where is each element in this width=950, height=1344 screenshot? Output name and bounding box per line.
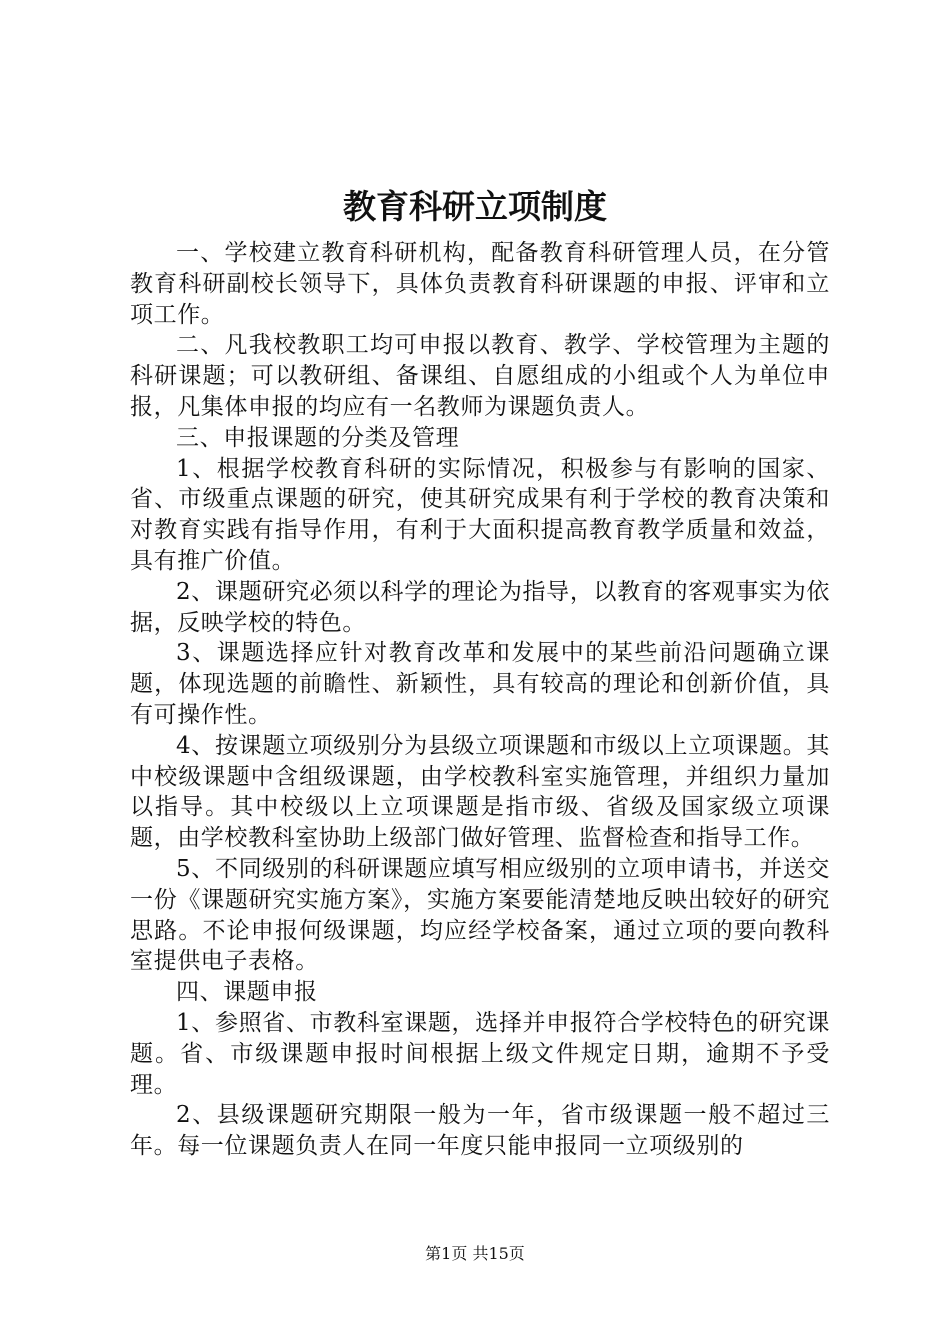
paragraph-3-3: 3、课题选择应针对教育改革和发展中的某些前沿问题确立课题，体现选题的前瞻性、新颖性，具有较高的理论和创新价值，具有可操作性。 bbox=[130, 640, 830, 728]
paragraph-3-4: 4、按课题立项级别分为县级立项课题和市级以上立项课题。其中校级课题中含组级课题，由学校教科室实施管理，并组织力量加以指导。其中校级以上立项课题是指市级、省级及国家级立项课题，由学校教科室协助上级部门做好管理、监督检查和指导工作。 bbox=[130, 732, 830, 852]
section-heading-3: 三、申报课题的分类及管理 bbox=[176, 424, 460, 451]
paragraph-4-1: 1、参照省、市教科室课题，选择并申报符合学校特色的研究课题。省、市级课题申报时间根据上级文件规定日期，逾期不予受理。 bbox=[130, 1009, 830, 1098]
document-body bbox=[130, 238, 830, 1162]
paragraph-4-2: 2、县级课题研究期限一般为一年，省市级课题一般不超过三年。每一位课题负责人在同一年度只能申报同一立项级别的 bbox=[130, 1102, 830, 1160]
paragraph-1: 一、学校建立教育科研机构，配备教育科研管理人员，在分管教育科研副校长领导下，具体负责教育科研课题的申报、评审和立项工作。 bbox=[130, 240, 830, 328]
paragraph-3-5: 5、不同级别的科研课题应填写相应级别的立项申请书，并送交一份《课题研究实施方案》，实施方案要能清楚地反映出较好的研究思路。不论申报何级课题，均应经学校备案，通过立项的要向教科室提供电子表格。 bbox=[130, 855, 830, 975]
paragraph-2: 二、凡我校教职工均可申报以教育、教学、学校管理为主题的科研课题；可以教研组、备课组、自愿组成的小组或个人为单位申报，凡集体申报的均应有一名教师为课题负责人。 bbox=[130, 332, 830, 420]
page-footer bbox=[0, 1244, 950, 1264]
paragraph-3-1: 1、根据学校教育科研的实际情况，积极参与有影响的国家、省、市级重点课题的研究，使其研究成果有利于学校的教育决策和对教育实践有指导作用，有利于大面积提高教育教学质量和效益，具有推广价值。 bbox=[130, 455, 830, 574]
page-title: 教育科研立项制度 bbox=[343, 187, 607, 226]
page-number: 第1页 共15页 bbox=[425, 1244, 525, 1263]
section-heading-4: 四、课题申报 bbox=[176, 979, 318, 1006]
paragraph-3-2: 2、课题研究必须以科学的理论为指导，以教育的客观事实为依据，反映学校的特色。 bbox=[130, 578, 830, 636]
